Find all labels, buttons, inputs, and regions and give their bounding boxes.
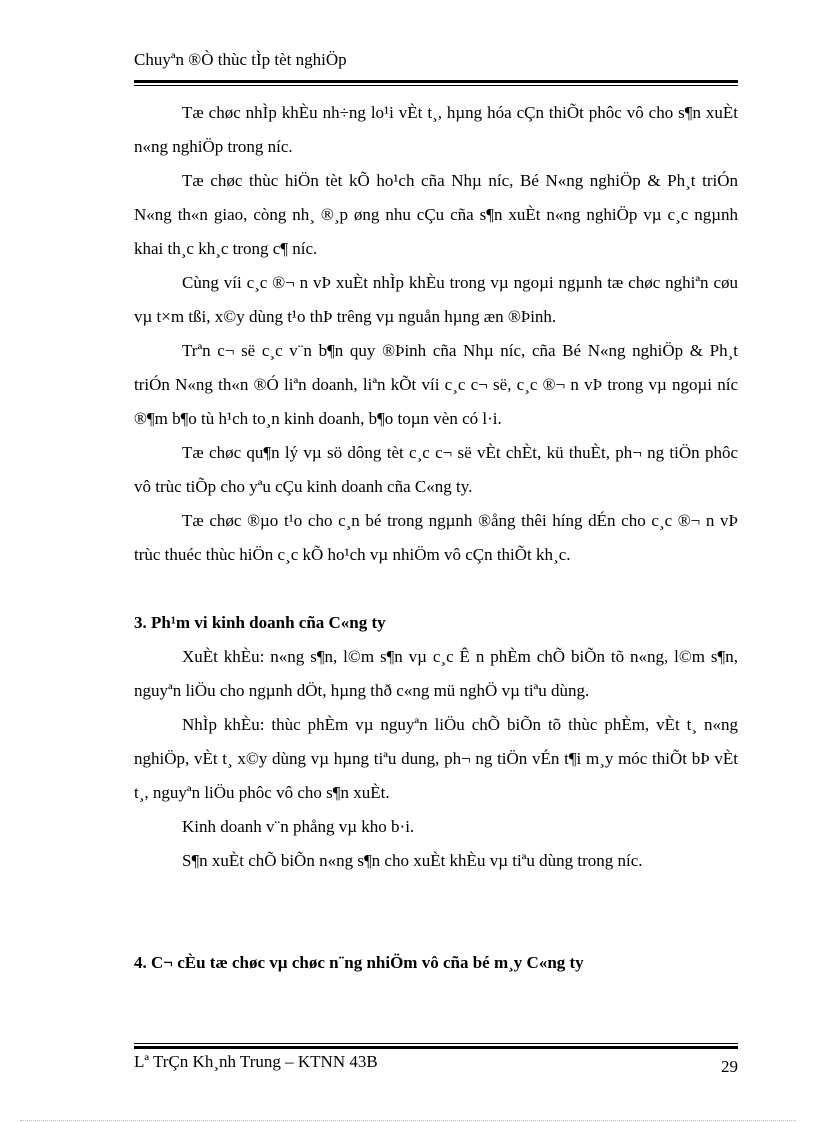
page-edge-divider bbox=[20, 1120, 796, 1121]
paragraph: Tæ chøc thùc hiÖn tèt kÕ ho¹ch cña Nhµ níc, Bé N«ng nghiÖp & Ph¸t triÓn N«ng th«n giao, còng nh¸ ®¸p øng nhu cÇu cña s¶n xuÈt n«ng nghiÖp vµ c¸c ngµnh khai th¸c kh¸c trong c¶ níc. bbox=[134, 171, 738, 258]
paragraph: S¶n xuÈt chÕ biÕn n«ng s¶n cho xuÈt khÈu vµ tiªu dùng trong níc. bbox=[182, 851, 643, 870]
paragraph: Trªn c¬ së c¸c v¨n b¶n quy ®Þinh cña Nhµ níc, cña Bé N«ng nghiÖp & Ph¸t triÓn N«ng th«n ®Ó liªn doanh, liªn kÕt víi c¸c c¬ së, c¸c ®¬ n vÞ trong vµ ngoµi níc ®¶m b¶o tù h¹ch to¸n kinh doanh, b¶o toµn vèn có l·i. bbox=[134, 341, 738, 428]
document-body bbox=[134, 96, 738, 980]
footer-rule-thin bbox=[134, 1043, 738, 1044]
running-header: Chuyªn ®Ò thùc tÌp tèt nghiÖp bbox=[134, 50, 347, 69]
paragraph: XuÈt khÈu: n«ng s¶n, l©m s¶n vµ c¸c Ê n phÈm chÕ biÕn tõ n«ng, l©m s¶n, nguyªn liÖu cho ngµnh dÖt, hµng thð c«ng mü nghÖ vµ tiªu dùng. bbox=[134, 647, 738, 700]
paragraph: Tæ chøc qu¶n lý vµ sö dông tèt c¸c c¬ së vÈt chÈt, kü thuÈt, ph¬ ng tiÖn phôc vô trùc tiÕp cho yªu cÇu kinh doanh cña C«ng ty. bbox=[134, 443, 738, 496]
paragraph: Kinh doanh v¨n phång vµ kho b·i. bbox=[182, 817, 415, 836]
section-heading: 3. Ph¹m vi kinh doanh cña C«ng ty bbox=[134, 613, 386, 632]
paragraph: NhÌp khÈu: thùc phÈm vµ nguyªn liÖu chÕ biÕn tõ thùc phÈm, vÈt t¸ n«ng nghiÖp, vÈt t¸ x©y dùng vµ hµng tiªu dung, ph¬ ng tiÖn vÉn t¶i m¸y móc thiÕt bÞ vÈt t¸, nguyªn liÖu phôc vô cho s¶n xuÈt. bbox=[134, 715, 738, 802]
paragraph: Tæ chøc nhÌp khÈu nh÷ng lo¹i vÈt t¸, hµng hóa cÇn thiÕt phôc vô cho s¶n xuÈt n«ng nghiÖp trong níc. bbox=[134, 103, 738, 156]
section-heading: 4. C¬ cÈu tæ chøc vµ chøc n¨ng nhiÖm vô cña bé m¸y C«ng ty bbox=[134, 953, 584, 972]
page-number: 29 bbox=[721, 1057, 738, 1076]
header-rule-thin bbox=[134, 85, 738, 86]
footer-rule-thick bbox=[134, 1046, 738, 1049]
footer-author: Lª TrÇn Kh¸nh Trung – KTNN 43B bbox=[134, 1052, 378, 1071]
header-rule-thick bbox=[134, 80, 738, 83]
paragraph: Cùng víi c¸c ®¬ n vÞ xuÈt nhÌp khÈu trong vµ ngoµi ngµnh tæ chøc nghiªn cøu vµ t×m tßi, x©y dùng t¹o thÞ trêng vµ nguån hµng æn ®Þinh. bbox=[134, 273, 738, 326]
paragraph: Tæ chøc ®µo t¹o cho c¸n bé trong ngµnh ®ång thêi híng dÉn cho c¸c ®¬ n vÞ trùc thuéc thùc hiÖn c¸c kÕ ho¹ch vµ nhiÖm vô cÇn thiÕt kh¸c. bbox=[134, 511, 738, 564]
